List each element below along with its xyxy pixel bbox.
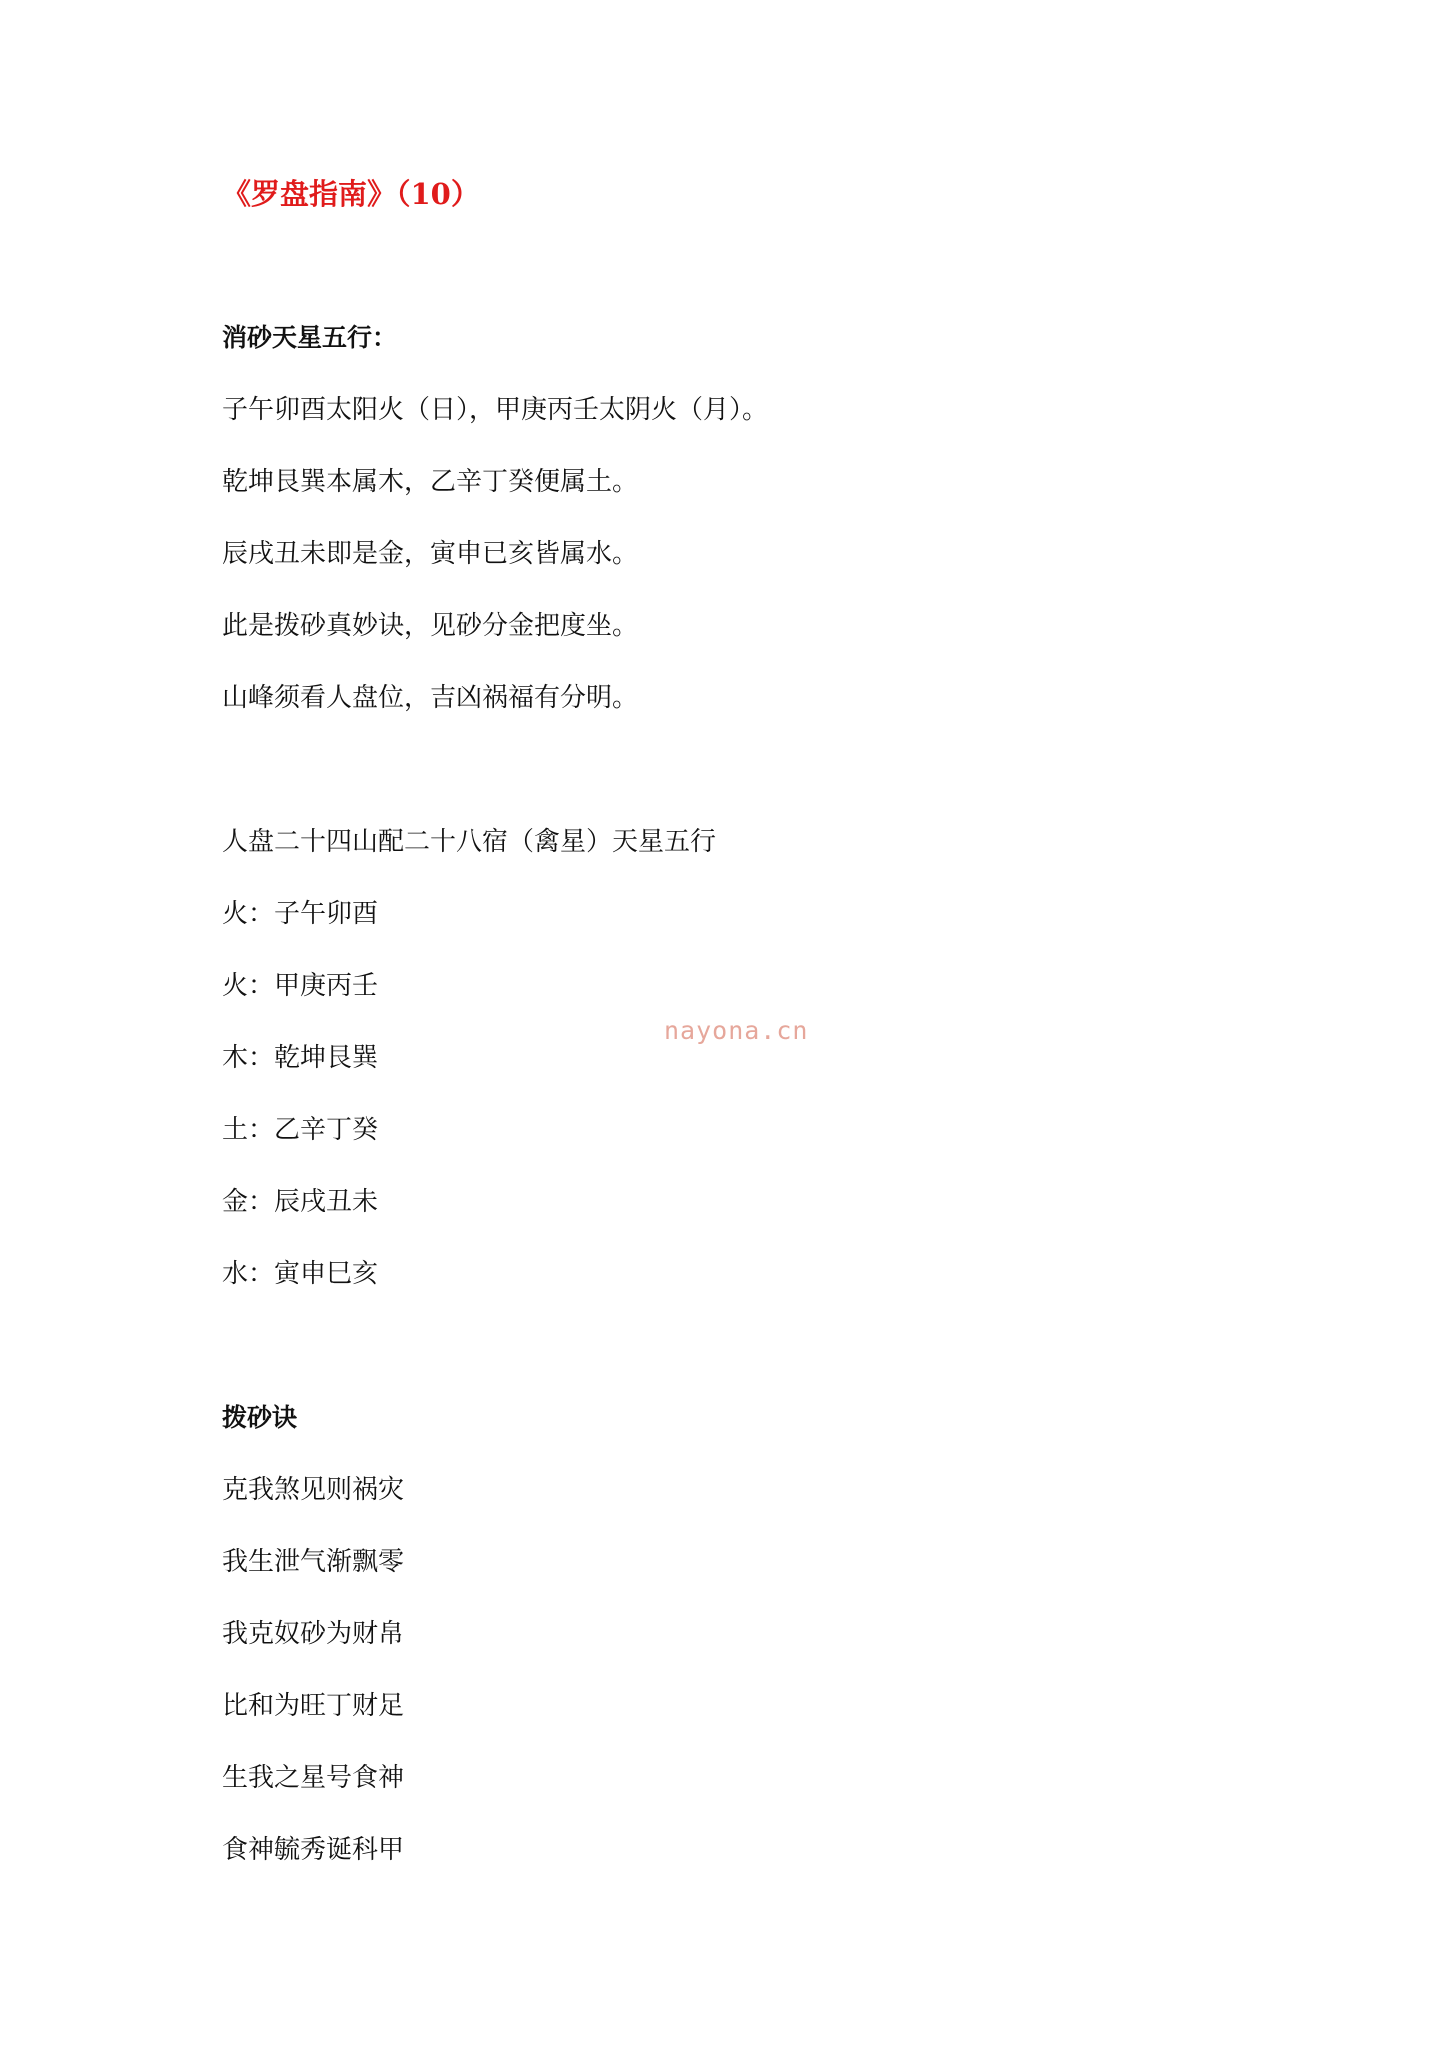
element-line: 土：乙辛丁癸 bbox=[222, 1115, 379, 1145]
document-title: 《罗盘指南》（10） bbox=[222, 177, 480, 211]
element-line: 火：甲庚丙壬 bbox=[222, 971, 379, 1001]
verse-line: 生我之星号食神 bbox=[222, 1763, 405, 1793]
verse-line: 比和为旺丁财足 bbox=[222, 1691, 405, 1721]
verse-line: 山峰须看人盘位，吉凶祸福有分明。 bbox=[222, 683, 639, 713]
verse-line: 辰戌丑未即是金，寅申已亥皆属水。 bbox=[222, 539, 639, 569]
verse-line: 食神毓秀诞科甲 bbox=[222, 1835, 405, 1865]
verse-line: 乾坤艮巽本属木，乙辛丁癸便属土。 bbox=[222, 467, 639, 497]
verse-line: 子午卯酉太阳火（日），甲庚丙壬太阴火（月）。 bbox=[222, 395, 769, 425]
section-heading-bosha: 拨砂诀 bbox=[222, 1403, 298, 1432]
section-heading-xiaosha: 消砂天星五行： bbox=[222, 323, 398, 352]
element-line: 金：辰戌丑未 bbox=[222, 1187, 379, 1217]
verse-line: 我克奴砂为财帛 bbox=[222, 1619, 405, 1649]
element-line: 火：子午卯酉 bbox=[222, 899, 379, 929]
verse-line: 我生泄气渐飘零 bbox=[222, 1547, 405, 1577]
watermark-text: nayona.cn bbox=[664, 1016, 809, 1045]
element-line: 水：寅申巳亥 bbox=[222, 1259, 379, 1289]
verse-line: 此是拨砂真妙诀，见砂分金把度坐。 bbox=[222, 611, 639, 641]
element-line: 木：乾坤艮巽 bbox=[222, 1043, 379, 1073]
section-intro-renpan: 人盘二十四山配二十八宿（禽星）天星五行 bbox=[222, 827, 717, 857]
verse-line: 克我煞见则祸灾 bbox=[222, 1475, 405, 1505]
